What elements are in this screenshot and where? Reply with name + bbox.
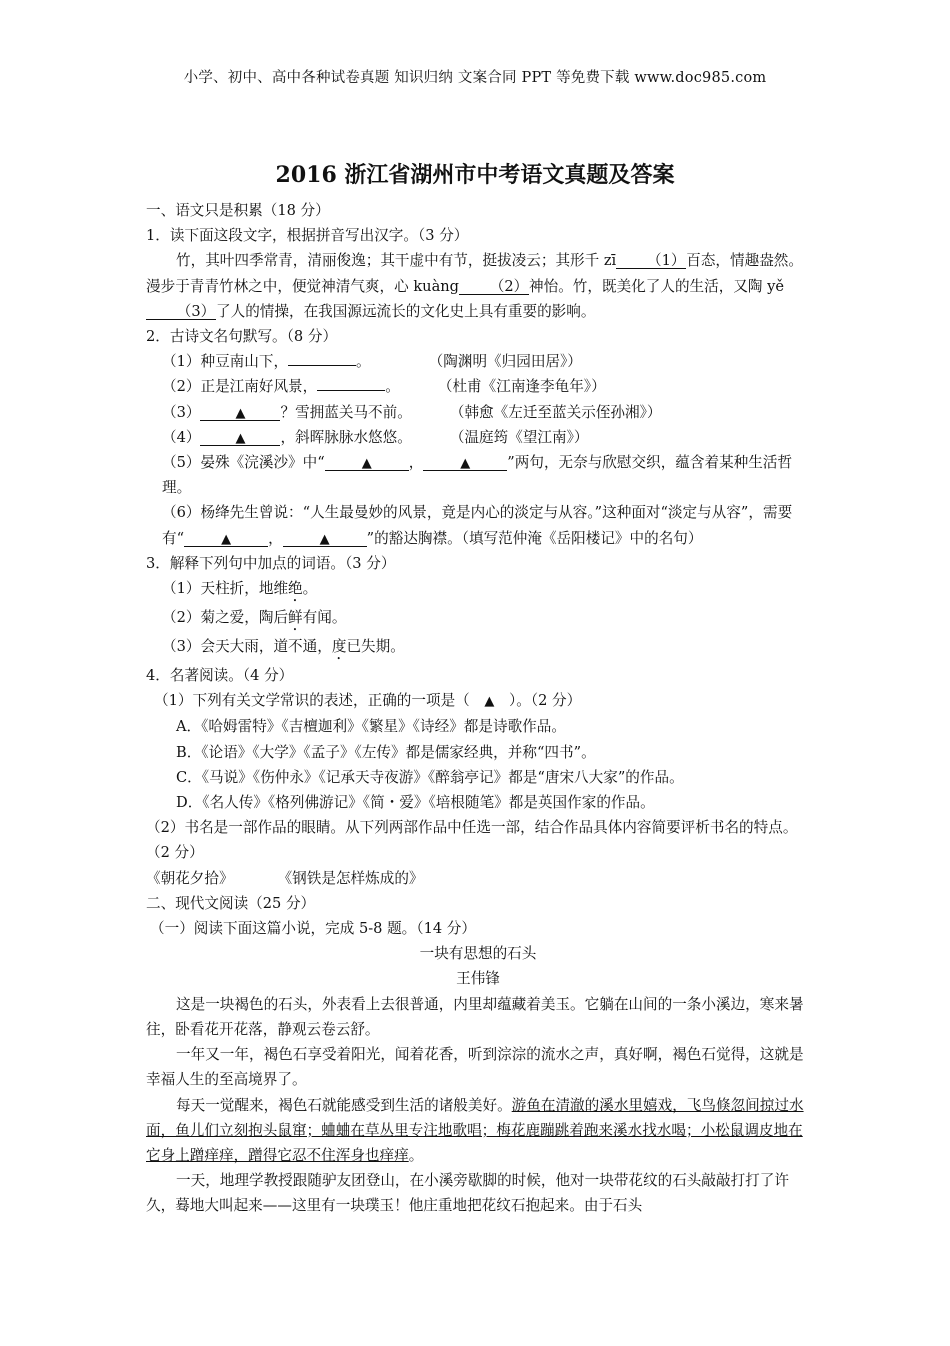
question-line [146,634,810,663]
text-run: ）。（2 分） [494,692,582,710]
text-run: ”两句，无奈与欣慰交织，蕴含着某种生活哲理。 [162,454,793,497]
fill-blank[interactable] [200,430,280,446]
text-run: 。 [408,1146,424,1164]
text-run: （2）菊之爱，陶后 [162,609,289,627]
source-citation: （杜甫《江南逢李龟年》） [437,378,606,396]
question-line [146,425,810,450]
fill-blank[interactable] [317,375,385,391]
text-run: （4） [162,428,201,446]
page-header: 小学、初中、高中各种试卷真题 知识归纳 文案合同 PPT 等免费下载 www.doc985.com [183,70,767,86]
text-run: 神怡。竹，既美化了人的生活，又陶 yě [529,277,785,295]
option-c: C．《马说》《伤仲永》《记承天寺夜游》《醉翁亭记》都是“唐宋八大家”的作品。 [176,768,684,786]
text-run: ， [268,529,283,547]
text-run: （1）下列有关文学常识的表述，正确的一项是（ [154,692,485,710]
text-run: ？雪拥蓝关马不前。 [280,403,412,421]
question-heading: 4．名著阅读。（4 分） [146,667,294,685]
dotted-word: 鲜 [288,609,303,627]
text-run: 每天一觉醒来，褐色石就能感受到生活的诸般美好。 [176,1096,512,1114]
source-citation: （温庭筠《望江南》） [449,428,589,446]
source-citation: （陶渊明《归园田居》） [428,353,582,371]
reading-intro: （一）阅读下面这篇小说，完成 5-8 题。（14 分） [150,920,476,938]
underlined-passage: 游鱼在清澈的溪水里嬉戏，飞鸟倏忽间掠过水面，鱼儿们立刻抱头鼠窜；蛐蛐在草丛里专注地歌唱；梅花鹿蹦跳着跑来溪水找水喝；小松鼠调皮地在它身上蹭痒痒，蹭得它忍不住浑身也痒痒 [146,1096,804,1164]
fill-blank[interactable] [283,531,367,547]
story-paragraph: 一年又一年，褐色石享受着阳光，闻着花香，听到淙淙的流水之声，真好啊，褐色石觉得，这就是幸福人生的至高境界了。 [146,1046,804,1089]
question-line [146,349,810,374]
text-run: 。 [385,378,400,396]
question-heading: 2．古诗文名句默写。（8 分） [146,328,338,346]
triangle-marker: ▲ [235,430,246,446]
text-run: 。 [356,353,371,371]
text-run: ，斜晖脉脉水悠悠。 [280,428,412,446]
question-line [146,576,810,605]
text-run: ， [408,454,424,472]
triangle-marker: ▲ [484,694,495,710]
text-run: 百态，情趣盎然。漫步于青青竹林之中，便觉神清气爽，心 kuàng [146,252,803,295]
section-heading: 一、语文只是积累（18 分） [146,202,330,219]
page-title: 2016 浙江省湖州市中考语文真题及答案 [275,162,675,188]
triangle-marker: ▲ [460,456,471,472]
source-citation: （韩愈《左迁至蓝关示侄孙湘》） [449,403,662,421]
text-run: ”的豁达胸襟。（填写范仲淹《岳阳楼记》中的名句） [366,529,703,547]
question-paragraph [146,500,810,550]
text-run: 竹，其叶四季常青，清丽俊逸；其干虚中有节，挺拔凌云；其形千 zī [176,252,617,270]
story-author: 王伟锋 [456,970,500,988]
triangle-marker: ▲ [235,405,246,421]
fill-blank[interactable] [423,455,507,471]
question-paragraph [146,248,810,324]
question-line [146,400,810,425]
triangle-marker: ▲ [221,531,232,547]
dotted-word: 绝 [288,580,303,598]
option-b: B．《论语》《大学》《孟子》《左传》都是儒家经典，并称“四书”。 [176,743,596,761]
text-run: （5）晏殊《浣溪沙》中“ [162,454,325,472]
option-a: A．《哈姆雷特》《吉檀迦利》《繁星》《诗经》都是诗歌作品。 [176,718,566,736]
triangle-marker: ▲ [361,456,372,472]
text-run: （6）杨绛先生曾说：“人生最曼妙的风景，竟是内心的淡定与从容。”这种面对“淡定与从容”，需要有“ [162,504,793,547]
question-heading: 3．解释下列句中加点的词语。（3 分） [146,554,396,572]
fill-blank[interactable] [184,531,268,547]
question-heading: 1．读下面这段文字，根据拼音写出汉字。（3 分） [146,227,469,245]
text-run: （1）天柱折，地维 [162,580,289,598]
question-line [146,605,810,634]
question-paragraph: （2）书名是一部作品的眼睛。从下列两部作品中任选一部，结合作品具体内容简要评析书名的特点。（2 分） [146,819,798,862]
fill-blank[interactable]: （2） [459,279,529,295]
document-body [146,198,810,1219]
text-run: （3）会天大雨，道不通， [162,638,332,656]
story-paragraph: 一天，地理学教授跟随驴友团登山，在小溪旁歇脚的时候，他对一块带花纹的石头敲敲打打了许久，蓦地大叫起来——这里有一块璞玉！他庄重地把花纹石抱起来。由于石头 [146,1172,789,1215]
book-title: 《朝花夕拾》 [146,869,234,887]
text-run: （2）正是江南好风景， [162,378,318,396]
text-run: 已失期。 [346,638,405,656]
story-paragraph [146,1093,810,1169]
fill-blank[interactable]: （3） [146,304,216,320]
text-run: （3） [162,403,201,421]
book-choices [146,866,810,891]
text-run: 了人的情操，在我国源远流长的文化史上具有重要的影响。 [216,302,596,320]
story-title: 一块有思想的石头 [419,945,537,963]
section-heading: 二、现代文阅读（25 分） [146,894,316,912]
question-line [146,374,810,399]
text-run: （1）种豆南山下， [162,353,289,371]
dotted-word: 度 [331,638,347,656]
text-run: 有闻。 [302,609,347,627]
fill-blank[interactable] [200,405,280,421]
question-paragraph [146,450,810,500]
text-run: 。 [302,580,318,598]
book-title: 《钢铁是怎样炼成的》 [277,869,424,887]
story-paragraph: 这是一块褐色的石头，外表看上去很普通，内里却蕴藏着美玉。它躺在山间的一条小溪边，寒来暑往，卧看花开花落，静观云卷云舒。 [146,995,804,1038]
fill-blank[interactable] [288,350,356,366]
option-d: D．《名人传》《格列佛游记》《简・爱》《培根随笔》都是英国作家的作品。 [176,794,655,812]
question-line [146,688,810,714]
fill-blank[interactable] [325,455,409,471]
fill-blank[interactable]: （1） [616,253,686,269]
triangle-marker: ▲ [319,531,330,547]
